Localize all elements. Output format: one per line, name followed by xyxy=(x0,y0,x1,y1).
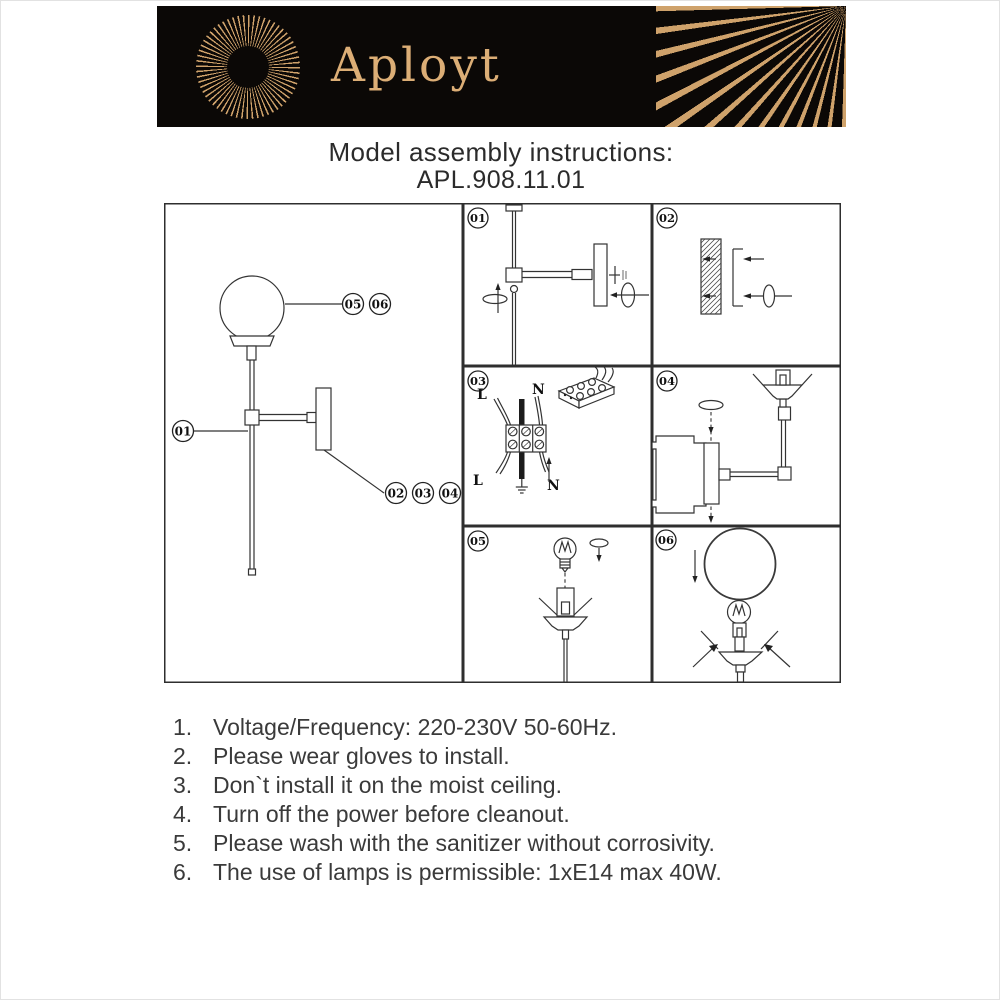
assembly-step-03-panel xyxy=(463,366,652,526)
step-04-drawing xyxy=(652,370,812,523)
neutral-label-top: N xyxy=(532,382,545,398)
live-label-bottom: L xyxy=(473,473,483,489)
rotate-arrow-icon xyxy=(590,539,608,562)
instruction-number: 4. xyxy=(173,801,193,827)
svg-text:01: 01 xyxy=(469,211,487,225)
svg-text:01: 01 xyxy=(174,424,192,439)
assembly-step-01-panel xyxy=(463,203,652,366)
callout-rod xyxy=(173,421,249,442)
instruction-item xyxy=(173,829,722,858)
instruction-number: 2. xyxy=(173,743,193,769)
screwdriver-turn-icon xyxy=(610,283,649,307)
svg-text:06: 06 xyxy=(657,533,675,547)
instruction-text: Voltage/Frequency: 220-230V 50-60Hz. xyxy=(213,714,618,740)
corner-rays-decoration xyxy=(656,6,846,127)
instruction-item xyxy=(173,742,722,771)
glass-shade xyxy=(705,529,776,600)
instruction-text: Please wear gloves to install. xyxy=(213,743,510,769)
terminal-block-front xyxy=(506,425,546,452)
svg-text:06: 06 xyxy=(371,297,389,312)
instruction-item xyxy=(173,771,722,800)
svg-text:03: 03 xyxy=(469,374,487,388)
instruction-text: Turn off the power before cleanout. xyxy=(213,801,570,827)
instruction-list xyxy=(173,713,722,887)
instruction-item xyxy=(173,800,722,829)
brand-banner xyxy=(157,6,846,127)
step-02-drawing xyxy=(701,239,792,314)
svg-text:03: 03 xyxy=(414,486,432,501)
socket-cup xyxy=(753,370,812,399)
svg-text:02: 02 xyxy=(387,486,405,501)
screw-icon xyxy=(609,266,626,284)
svg-text:05: 05 xyxy=(344,297,362,312)
page-title: Model assembly instructions: xyxy=(328,137,674,167)
assembly-step-04-panel xyxy=(652,366,841,526)
light-bulb-icon xyxy=(554,538,576,572)
wiring-drawing xyxy=(473,367,614,494)
instruction-text: Don`t install it on the moist ceiling. xyxy=(213,772,562,798)
svg-text:04: 04 xyxy=(441,486,459,501)
mounting-bracket xyxy=(733,249,743,306)
instruction-number: 6. xyxy=(173,859,193,885)
svg-text:05: 05 xyxy=(469,534,487,548)
instruction-number: 3. xyxy=(173,772,193,798)
wall-plate-side xyxy=(652,436,706,513)
instruction-text: The use of lamps is permissible: 1xE14 max 40W. xyxy=(213,859,722,885)
lamp-overview-panel xyxy=(164,203,463,683)
neutral-label-bottom: N xyxy=(547,478,560,494)
ground-symbol-icon xyxy=(516,479,528,493)
rotate-arrow-icon xyxy=(483,283,507,313)
screw-head-icon xyxy=(764,285,775,307)
step-05-drawing xyxy=(539,538,608,682)
assembly-diagram-grid xyxy=(164,203,841,683)
instruction-number: 5. xyxy=(173,830,193,856)
live-label-top: L xyxy=(477,387,487,403)
brand-name: Aployt xyxy=(331,38,502,93)
sunburst-core xyxy=(227,46,269,88)
svg-text:04: 04 xyxy=(658,374,676,388)
instruction-item xyxy=(173,858,722,887)
callout-bracket xyxy=(324,450,461,504)
instruction-text: Please wash with the sanitizer without corrosivity. xyxy=(213,830,715,856)
svg-text:02: 02 xyxy=(658,211,676,225)
terminal-block-3d xyxy=(559,367,614,408)
callout-shade xyxy=(285,294,391,315)
instruction-item xyxy=(173,713,722,742)
light-bulb-icon xyxy=(728,601,751,652)
wall-lamp-drawing xyxy=(220,276,331,575)
assembly-step-02-panel xyxy=(652,203,841,366)
down-arrow-icon xyxy=(692,550,697,583)
assembly-step-06-panel xyxy=(652,526,841,683)
step-06-drawing xyxy=(692,529,790,683)
model-number: APL.908.11.01 xyxy=(416,166,586,194)
instruction-number: 1. xyxy=(173,714,193,740)
assembly-step-05-panel xyxy=(463,526,652,683)
step-01-drawing xyxy=(483,205,649,365)
